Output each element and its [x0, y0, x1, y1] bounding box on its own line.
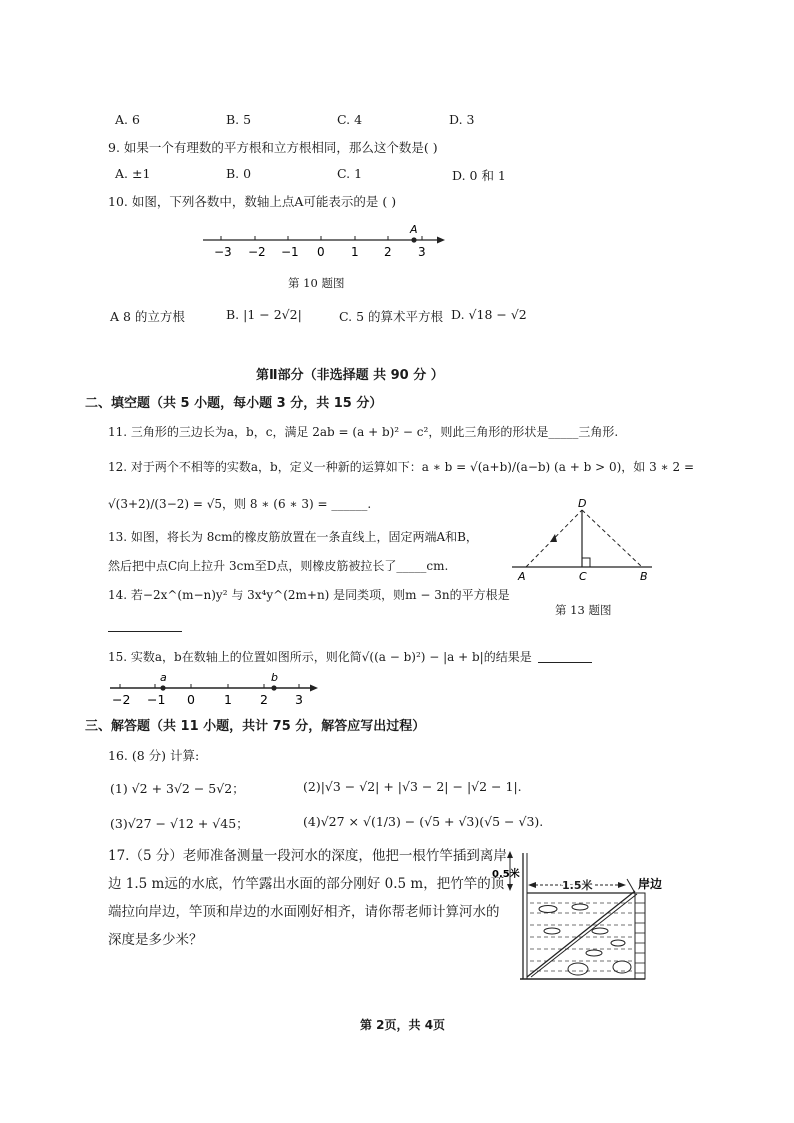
point-b-dot	[271, 685, 276, 690]
q16-part4: (4)√27 × √(1/3) − (√5 + √3)(√5 − √3).	[303, 814, 544, 829]
axis-label: 0	[187, 692, 195, 707]
q12-line2: √(3+2)/(3−2) = √5，则 8 ∗ (6 ∗ 3) = ______.	[108, 497, 372, 511]
q15-answer-blank	[538, 650, 592, 663]
part2-title: 第Ⅱ部分（非选择题 共 90 分 ）	[256, 368, 444, 383]
q9-option-b: B. 0	[226, 166, 252, 181]
q9-option-c: C. 1	[337, 166, 363, 181]
label-0-5m: 0.5米	[492, 869, 520, 880]
q10-caption: 第 10 题图	[288, 276, 345, 290]
q13-caption: 第 13 题图	[555, 603, 612, 617]
axis-label: −2	[112, 692, 131, 707]
q10-option-c: C. 5 的算术平方根	[339, 309, 443, 324]
axis-label: 3	[418, 245, 426, 259]
axis-label: −1	[147, 692, 166, 707]
axis-label: 2	[260, 692, 268, 707]
point-b-label: b	[271, 671, 278, 684]
label-1-5m: 1.5米	[562, 879, 593, 892]
label-bank: 岸边	[638, 877, 663, 891]
q8-option-b: B. 5	[226, 112, 252, 127]
q8-option-d: D. 3	[449, 112, 475, 127]
q16-stem: 16. (8 分) 计算:	[108, 748, 200, 763]
q10-number-line	[200, 222, 450, 262]
axis-label: 0	[317, 245, 325, 259]
axis-label: −3	[214, 245, 232, 259]
q12-line1: 12. 对于两个不相等的实数a，b，定义一种新的运算如下：a ∗ b = √(a+b)/(a−b) (a + b > 0)，如 3 ∗ 2 =	[108, 460, 694, 474]
q11: 11. 三角形的三边长为a，b，c，满足 2ab = (a + b)² − c²，则此三角形的形状是_____三角形.	[108, 425, 619, 439]
q15: 15. 实数a，b在数轴上的位置如图所示，则化简√((a − b)²) − |a + b|的结果是	[108, 650, 532, 664]
q15-number-line	[108, 672, 328, 708]
q9-stem: 9. 如果一个有理数的平方根和立方根相同，那么这个数是( )	[108, 140, 438, 155]
q9-option-d: D. 0 和 1	[452, 168, 506, 183]
q8-option-a: A. 6	[115, 112, 140, 127]
axis-label: −2	[248, 245, 266, 259]
axis-label: 3	[295, 692, 303, 707]
q9-option-a: A. ±1	[115, 166, 151, 181]
q10-stem: 10. 如图，下列各数中，数轴上点A可能表示的是 ( )	[108, 194, 397, 209]
q13-line1: 13. 如图，将长为 8cm的橡皮筋放置在一条直线上，固定两端A和B，	[108, 530, 478, 544]
q13-line2: 然后把中点C向上拉升 3cm至D点，则橡皮筋被拉长了_____cm.	[108, 559, 449, 573]
q10-option-d: D. √18 − √2	[451, 307, 527, 322]
q16-part3: (3)√27 − √12 + √45；	[110, 816, 249, 831]
q16-part2: (2)|√3 − √2| + |√3 − 2| − |√2 − 1|.	[303, 779, 522, 794]
q10-option-b: B. |1 − 2√2|	[226, 307, 302, 322]
axis-label: −1	[281, 245, 299, 259]
q17-figure	[490, 847, 670, 989]
label-a: A	[518, 570, 526, 583]
label-b: B	[640, 570, 648, 583]
q10-option-a: A 8 的立方根	[110, 309, 185, 324]
axis-label: 1	[351, 245, 359, 259]
point-a-label: a	[160, 671, 167, 684]
page-footer: 第 2页，共 4页	[360, 1018, 446, 1032]
section3-title: 三、解答题（共 11 小题，共计 75 分，解答应写出过程）	[85, 719, 426, 734]
point-a-dot	[411, 237, 416, 242]
section2-title: 二、填空题（共 5 小题，每小题 3 分，共 15 分）	[85, 396, 383, 411]
q16-part1: (1) √2 + 3√2 − 5√2；	[110, 781, 245, 796]
label-d: D	[578, 497, 587, 510]
axis-label: 2	[384, 245, 392, 259]
q8-option-c: C. 4	[337, 112, 363, 127]
axis-label: 1	[224, 692, 232, 707]
point-a-label: A	[410, 223, 418, 236]
label-c: C	[579, 570, 587, 583]
q14: 14. 若−2x^(m−n)y² 与 3x⁴y^(2m+n) 是同类项，则m − 3n的平方根是	[108, 588, 510, 602]
q14-answer-blank	[108, 619, 182, 632]
q17-text: 17.（5 分）老师准备测量一段河水的深度，他把一根竹竿插到离岸边 1.5 m远的水底，竹竿露出水面的部分刚好 0.5 m，把竹竿的顶端拉向岸边，竿顶和岸边的水面刚好相齐，请你帮老师计算河水的深度是多少米？	[108, 848, 507, 948]
point-a-dot	[160, 685, 165, 690]
q13-figure	[512, 496, 662, 586]
